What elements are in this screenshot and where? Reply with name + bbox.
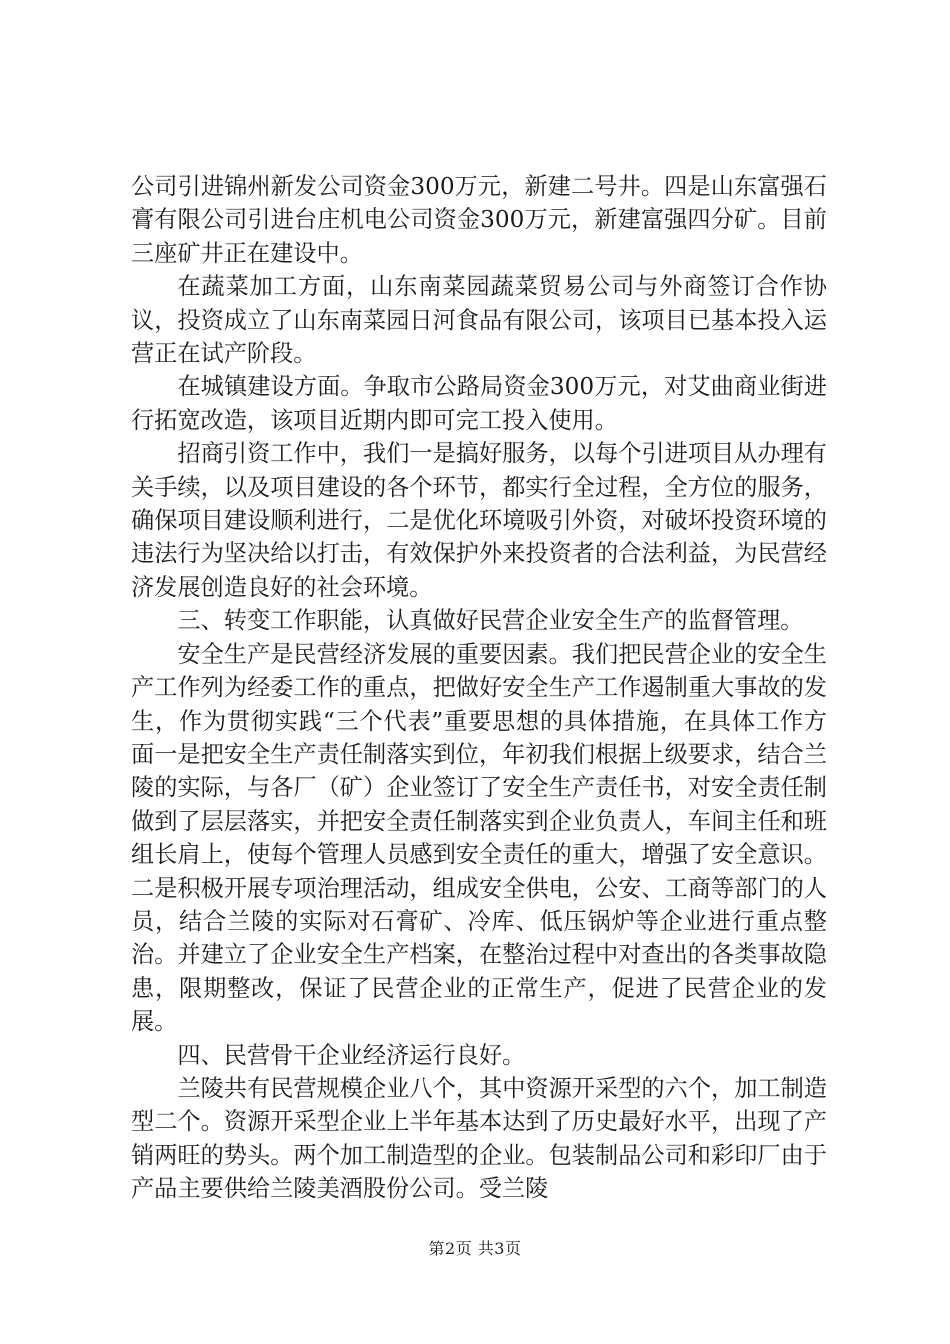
section-heading: 三、转变工作职能，认真做好民营企业安全生产的监督管理。: [177, 607, 804, 635]
paragraph: 招商引资工作中，我们一是搞好服务，以每个引进项目从办理有关手续，以及项目建设的各个环节，都实行全过程，全方位的服务，确保项目建设顺利进行，二是优化环境吸引外资，对破坏投资环境的违法行为坚决给以打击，有效保护外来投资者的合法利益，为民营经济发展创造良好的社会环境。: [131, 440, 827, 601]
paragraph: 兰陵共有民营规模企业八个，其中资源开采型的六个，加工制造型二个。资源开采型企业上半年基本达到了历史最好水平，出现了产销两旺的势头。两个加工制造型的企业。包装制品公司和彩印厂由于产品主要供给兰陵美酒股份公司。受兰陵: [131, 1074, 827, 1203]
paragraph: 在城镇建设方面。争取市公路局资金300万元，对艾曲商业街进行拓宽改造，该项目近期内即可完工投入使用。: [131, 373, 827, 434]
page-number: 第2页 共3页: [428, 1239, 522, 1258]
paragraph: 安全生产是民营经济发展的重要因素。我们把民营企业的安全生产工作列为经委工作的重点，把做好安全生产工作遏制重大事故的发生，作为贯彻实践“三个代表”重要思想的具体措施，在具体工作方面一是把安全生产责任制落实到位，年初我们根据上级要求，结合兰陵的实际，与各厂（矿）企业签订了安全生产责任书，对安全责任制做到了层层落实，并把安全责任制落实到企业负责人，车间主任和班组长肩上，使每个管理人员感到安全责任的重大，增强了安全意识。二是积极开展专项治理活动，组成安全供电，公安、工商等部门的人员，结合兰陵的实际对石膏矿、冷库、低压锅炉等企业进行重点整治。并建立了企业安全生产档案，在整治过程中对查出的各类事故隐患，限期整改，保证了民营企业的正常生产，促进了民营企业的发展。: [131, 640, 827, 1036]
section-heading: 四、民营骨干企业经济运行良好。: [177, 1041, 526, 1069]
document-body: [131, 170, 827, 1206]
paragraph: 在蔬菜加工方面，山东南菜园蔬菜贸易公司与外商签订合作协议，投资成立了山东南菜园日河食品有限公司，该项目已基本投入运营正在试产阶段。: [131, 273, 827, 368]
paragraph: 公司引进锦州新发公司资金300万元，新建二号井。四是山东富强石膏有限公司引进台庄机电公司资金300万元，新建富强四分矿。目前三座矿井正在建设中。: [131, 173, 827, 267]
